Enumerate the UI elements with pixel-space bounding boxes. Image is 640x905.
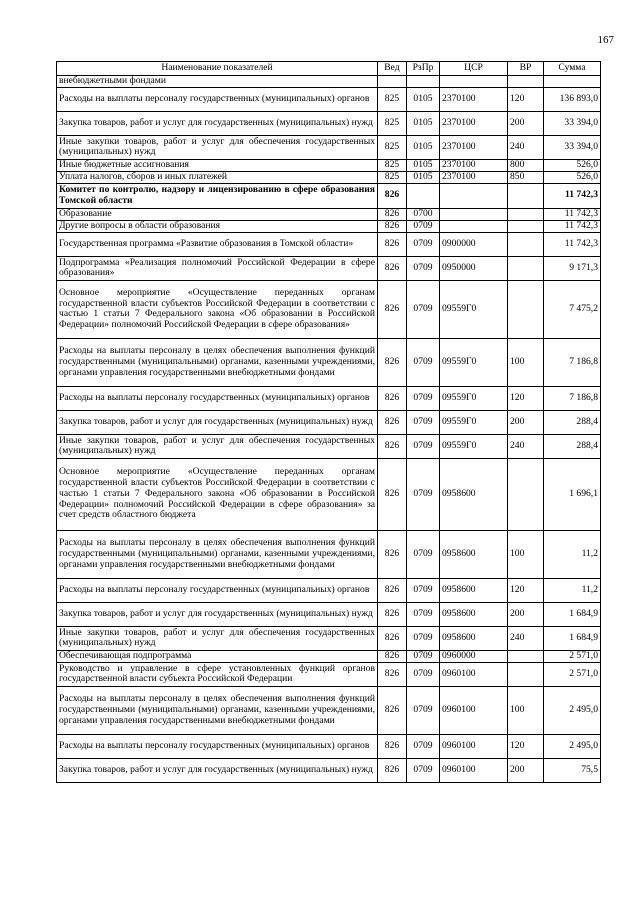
cell-name: Расходы на выплаты персоналу в целях обеспечения выполнения функций государственными (муниципальными) органами, казенными учреждениями, органами управления государственными внебюджетными фондами	[57, 686, 378, 734]
cell-csr	[440, 76, 508, 88]
table-row	[57, 280, 601, 338]
cell-name: Основное мероприятие «Осуществление переданных органам государственной власти субъектов Российской Федерации в соответствии с частью 1 статьи 7 Федерального закона «Об образовании в Российской Федерации» полномочий Российской Федерации в сфере образования» за счет средств областного бюджета	[57, 458, 378, 530]
cell-csr: 0900000	[440, 232, 508, 256]
cell-sum	[544, 76, 601, 88]
cell-csr: 0960000	[440, 650, 508, 662]
cell-name: Уплата налогов, сборов и иных платежей	[57, 171, 378, 183]
cell-ved: 826	[378, 410, 407, 434]
cell-rzpr: 0709	[407, 458, 440, 530]
cell-sum: 288,4	[544, 410, 601, 434]
cell-sum: 75,5	[544, 758, 601, 782]
cell-vr: 240	[508, 135, 544, 159]
cell-csr: 2370100	[440, 135, 508, 159]
cell-rzpr: 0709	[407, 410, 440, 434]
cell-vr: 800	[508, 159, 544, 171]
cell-ved: 826	[378, 602, 407, 626]
cell-vr: 200	[508, 758, 544, 782]
cell-sum: 11 742,3	[544, 220, 601, 232]
cell-name: Иные закупки товаров, работ и услуг для обеспечения государственных (муниципальных) нужд	[57, 135, 378, 159]
cell-ved: 826	[378, 530, 407, 578]
table-row	[57, 338, 601, 386]
cell-ved: 826	[378, 758, 407, 782]
cell-sum: 9 171,3	[544, 256, 601, 280]
cell-csr: 09559Г0	[440, 410, 508, 434]
cell-vr: 120	[508, 87, 544, 111]
cell-rzpr: 0709	[407, 758, 440, 782]
cell-rzpr: 0709	[407, 386, 440, 410]
cell-ved: 826	[378, 256, 407, 280]
header-rzpr: РзПр	[407, 62, 440, 76]
cell-csr: 0960100	[440, 662, 508, 686]
cell-rzpr: 0709	[407, 650, 440, 662]
table-row	[57, 626, 601, 650]
cell-ved: 825	[378, 159, 407, 171]
cell-vr	[508, 232, 544, 256]
header-ved: Вед	[378, 62, 407, 76]
cell-csr	[440, 220, 508, 232]
cell-vr: 240	[508, 626, 544, 650]
cell-vr: 100	[508, 338, 544, 386]
cell-vr: 240	[508, 434, 544, 458]
cell-rzpr: 0709	[407, 734, 440, 758]
cell-vr	[508, 458, 544, 530]
table-body	[57, 76, 601, 783]
header-vr: ВР	[508, 62, 544, 76]
table-header-row	[57, 62, 601, 76]
cell-ved: 826	[378, 626, 407, 650]
cell-csr: 0960100	[440, 686, 508, 734]
cell-rzpr: 0700	[407, 208, 440, 220]
header-name: Наименование показателей	[57, 62, 378, 76]
cell-name: Закупка товаров, работ и услуг для государственных (муниципальных) нужд	[57, 758, 378, 782]
table-row	[57, 135, 601, 159]
cell-ved: 825	[378, 135, 407, 159]
cell-ved: 826	[378, 578, 407, 602]
cell-rzpr: 0709	[407, 338, 440, 386]
cell-csr: 2370100	[440, 111, 508, 135]
table-row	[57, 530, 601, 578]
table-row	[57, 183, 601, 208]
cell-vr: 100	[508, 530, 544, 578]
cell-vr: 200	[508, 410, 544, 434]
cell-sum: 1 696,1	[544, 458, 601, 530]
cell-name: Иные закупки товаров, работ и услуг для обеспечения государственных (муниципальных) нужд	[57, 434, 378, 458]
cell-name: Закупка товаров, работ и услуг для государственных (муниципальных) нужд	[57, 111, 378, 135]
cell-sum: 288,4	[544, 434, 601, 458]
cell-rzpr: 0709	[407, 530, 440, 578]
cell-rzpr: 0105	[407, 87, 440, 111]
table-row	[57, 159, 601, 171]
cell-ved: 826	[378, 208, 407, 220]
table-row	[57, 76, 601, 88]
cell-ved: 825	[378, 171, 407, 183]
cell-vr: 100	[508, 686, 544, 734]
cell-sum: 11,2	[544, 578, 601, 602]
cell-rzpr: 0105	[407, 111, 440, 135]
cell-ved: 826	[378, 183, 407, 208]
cell-ved: 826	[378, 338, 407, 386]
table-row	[57, 171, 601, 183]
cell-rzpr: 0709	[407, 578, 440, 602]
cell-rzpr: 0709	[407, 662, 440, 686]
cell-csr: 2370100	[440, 171, 508, 183]
cell-name: Расходы на выплаты персоналу государственных (муниципальных) органов	[57, 734, 378, 758]
cell-vr: 200	[508, 111, 544, 135]
cell-csr: 0958600	[440, 458, 508, 530]
cell-sum: 1 684,9	[544, 602, 601, 626]
table-row	[57, 87, 601, 111]
cell-rzpr: 0709	[407, 626, 440, 650]
cell-ved	[378, 76, 407, 88]
cell-sum: 526,0	[544, 171, 601, 183]
cell-name: Государственная программа «Развитие образования в Томской области»	[57, 232, 378, 256]
cell-name: Иные бюджетные ассигнования	[57, 159, 378, 171]
cell-csr: 09559Г0	[440, 338, 508, 386]
cell-rzpr: 0709	[407, 220, 440, 232]
cell-rzpr: 0709	[407, 280, 440, 338]
cell-rzpr	[407, 183, 440, 208]
cell-sum: 2 495,0	[544, 686, 601, 734]
cell-ved: 825	[378, 87, 407, 111]
table-row	[57, 220, 601, 232]
cell-sum: 11 742,3	[544, 183, 601, 208]
cell-csr: 09559Г0	[440, 434, 508, 458]
cell-sum: 2 495,0	[544, 734, 601, 758]
cell-ved: 825	[378, 111, 407, 135]
cell-csr	[440, 208, 508, 220]
table-row	[57, 208, 601, 220]
cell-vr	[508, 183, 544, 208]
cell-name: Другие вопросы в области образования	[57, 220, 378, 232]
cell-csr: 0960100	[440, 734, 508, 758]
cell-csr: 09559Г0	[440, 280, 508, 338]
cell-csr: 0958600	[440, 578, 508, 602]
cell-rzpr: 0709	[407, 686, 440, 734]
cell-name: Расходы на выплаты персоналу государственных (муниципальных) органов	[57, 386, 378, 410]
cell-name: Закупка товаров, работ и услуг для государственных (муниципальных) нужд	[57, 410, 378, 434]
page-number: 167	[597, 34, 614, 46]
cell-rzpr: 0105	[407, 135, 440, 159]
table-row	[57, 458, 601, 530]
cell-vr: 120	[508, 578, 544, 602]
cell-csr: 0958600	[440, 530, 508, 578]
cell-ved: 826	[378, 686, 407, 734]
table-row	[57, 410, 601, 434]
table-row	[57, 686, 601, 734]
cell-ved: 826	[378, 662, 407, 686]
cell-vr: 120	[508, 734, 544, 758]
cell-name: Расходы на выплаты персоналу в целях обеспечения выполнения функций государственными (муниципальными) органами, казенными учреждениями, органами управления государственными внебюджетными фондами	[57, 530, 378, 578]
cell-sum: 136 893,0	[544, 87, 601, 111]
table-row	[57, 602, 601, 626]
cell-csr: 2370100	[440, 87, 508, 111]
cell-sum: 11,2	[544, 530, 601, 578]
cell-name: внебюджетными фондами	[57, 76, 378, 88]
cell-ved: 826	[378, 458, 407, 530]
cell-sum: 526,0	[544, 159, 601, 171]
cell-vr: 120	[508, 386, 544, 410]
cell-name: Расходы на выплаты персоналу в целях обеспечения выполнения функций государственными (муниципальными) органами, казенными учреждениями, органами управления государственными внебюджетными фондами	[57, 338, 378, 386]
cell-ved: 826	[378, 650, 407, 662]
cell-vr	[508, 662, 544, 686]
cell-sum: 11 742,3	[544, 232, 601, 256]
cell-rzpr: 0709	[407, 434, 440, 458]
cell-vr	[508, 208, 544, 220]
cell-vr	[508, 220, 544, 232]
cell-sum: 33 394,0	[544, 135, 601, 159]
cell-name: Основное мероприятие «Осуществление переданных органам государственной власти субъектов Российской Федерации в соответствии с частью 1 статьи 7 Федерального закона «Об образовании в Российской Федерации» полномочий Российской Федерации в сфере образования»	[57, 280, 378, 338]
cell-sum: 33 394,0	[544, 111, 601, 135]
cell-csr: 0950000	[440, 256, 508, 280]
cell-name: Иные закупки товаров, работ и услуг для обеспечения государственных (муниципальных) нужд	[57, 626, 378, 650]
cell-vr: 200	[508, 602, 544, 626]
cell-rzpr: 0709	[407, 256, 440, 280]
cell-name: Обеспечивающая подпрограмма	[57, 650, 378, 662]
cell-vr	[508, 256, 544, 280]
cell-ved: 826	[378, 386, 407, 410]
cell-rzpr: 0105	[407, 171, 440, 183]
cell-sum: 11 742,3	[544, 208, 601, 220]
table-row	[57, 734, 601, 758]
cell-name: Образование	[57, 208, 378, 220]
cell-csr: 2370100	[440, 159, 508, 171]
table-row	[57, 578, 601, 602]
cell-ved: 826	[378, 434, 407, 458]
cell-csr: 0958600	[440, 602, 508, 626]
cell-ved: 826	[378, 232, 407, 256]
cell-rzpr: 0709	[407, 602, 440, 626]
table-row	[57, 386, 601, 410]
cell-sum: 2 571,0	[544, 650, 601, 662]
cell-name: Закупка товаров, работ и услуг для государственных (муниципальных) нужд	[57, 602, 378, 626]
cell-name: Комитет по контролю, надзору и лицензированию в сфере образования Томской области	[57, 183, 378, 208]
header-sum: Сумма	[544, 62, 601, 76]
table-row	[57, 662, 601, 686]
table-row	[57, 111, 601, 135]
cell-csr: 0958600	[440, 626, 508, 650]
header-csr: ЦСР	[440, 62, 508, 76]
cell-rzpr	[407, 76, 440, 88]
cell-csr: 09559Г0	[440, 386, 508, 410]
cell-name: Расходы на выплаты персоналу государственных (муниципальных) органов	[57, 87, 378, 111]
cell-ved: 826	[378, 220, 407, 232]
cell-csr	[440, 183, 508, 208]
budget-table	[56, 61, 601, 783]
cell-vr	[508, 76, 544, 88]
cell-sum: 7 186,8	[544, 338, 601, 386]
table-row	[57, 256, 601, 280]
table-row	[57, 434, 601, 458]
cell-sum: 7 475,2	[544, 280, 601, 338]
cell-rzpr: 0105	[407, 159, 440, 171]
cell-ved: 826	[378, 280, 407, 338]
cell-vr: 850	[508, 171, 544, 183]
cell-sum: 7 186,8	[544, 386, 601, 410]
table-row	[57, 758, 601, 782]
cell-rzpr: 0709	[407, 232, 440, 256]
cell-ved: 826	[378, 734, 407, 758]
cell-sum: 2 571,0	[544, 662, 601, 686]
cell-name: Подпрограмма «Реализация полномочий Российской Федерации в сфере образования»	[57, 256, 378, 280]
cell-csr: 0960100	[440, 758, 508, 782]
cell-vr	[508, 650, 544, 662]
cell-name: Руководство и управление в сфере установленных функций органов государственной власти субъекта Российской Федерации	[57, 662, 378, 686]
cell-sum: 1 684,9	[544, 626, 601, 650]
table-row	[57, 650, 601, 662]
cell-vr	[508, 280, 544, 338]
table-row	[57, 232, 601, 256]
cell-name: Расходы на выплаты персоналу государственных (муниципальных) органов	[57, 578, 378, 602]
